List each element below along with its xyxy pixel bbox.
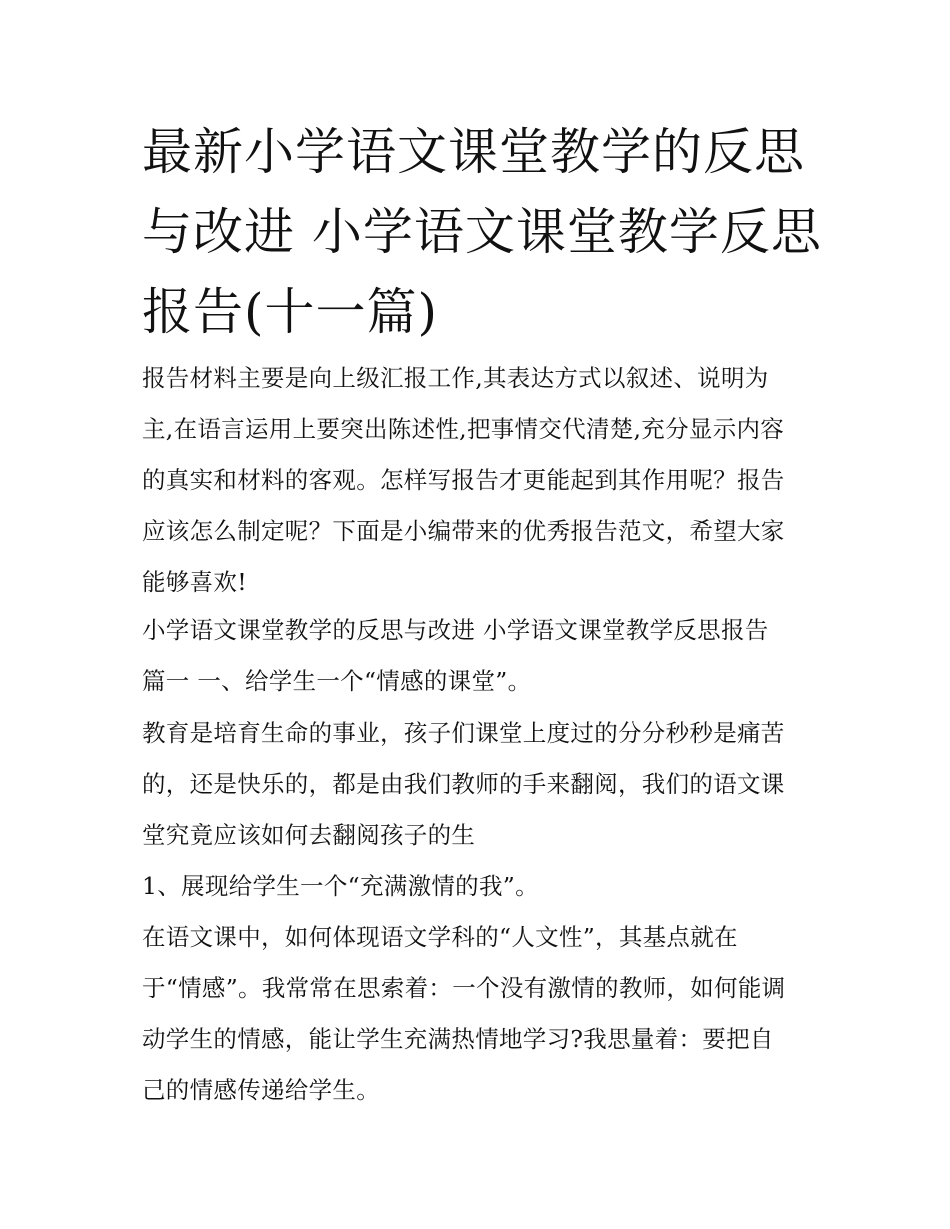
document-title [142, 112, 822, 352]
text-line: 教育是培育生命的事业，孩子们课堂上度过的分分秒秒是痛苦 [142, 719, 785, 747]
text-line: 的真实和材料的客观。怎样写报告才更能起到其作用呢？报告 [142, 466, 785, 494]
title-line: 最新小学语文课堂教学的反思 [142, 123, 805, 181]
text-line: 1、展现给学生一个“充满激情的我”。 [142, 872, 539, 900]
text-line: 应该怎么制定呢？下面是小编带来的优秀报告范文，希望大家 [142, 517, 785, 545]
title-line: 报告(十一篇) [142, 283, 439, 341]
title-line: 与改进 小学语文课堂教学反思 [142, 203, 822, 261]
text-line: 堂究竟应该如何去翻阅孩子的生 [142, 821, 476, 849]
emotion-paragraph [142, 912, 822, 1116]
text-line: 在语文课中，如何体现语文学科的“人文性”，其基点就在 [142, 923, 738, 951]
text-line: 动学生的情感，能让学生充满热情地学习?我思量着：要把自 [142, 1025, 774, 1053]
text-line: 于“情感”。我常常在思索着：一个没有激情的教师，如何能调 [142, 974, 786, 1002]
education-paragraph [142, 708, 822, 861]
text-line: 报告材料主要是向上级汇报工作,其表达方式以叙述、说明为 [142, 364, 769, 392]
text-line: 主,在语言运用上要突出陈述性,把事情交代清楚,充分显示内容 [142, 415, 785, 443]
text-line: 能够喜欢! [142, 568, 247, 596]
intro-paragraph [142, 353, 822, 608]
text-line: 的，还是快乐的，都是由我们教师的手来翻阅，我们的语文课 [142, 770, 785, 798]
text-line: 篇一 一、给学生一个“情感的课堂”。 [142, 667, 532, 695]
subheading-paragraph [142, 861, 822, 912]
text-line: 小学语文课堂教学的反思与改进 小学语文课堂教学反思报告 [142, 616, 769, 644]
section-heading-paragraph [142, 605, 822, 707]
text-line: 己的情感传递给学生。 [142, 1076, 380, 1104]
